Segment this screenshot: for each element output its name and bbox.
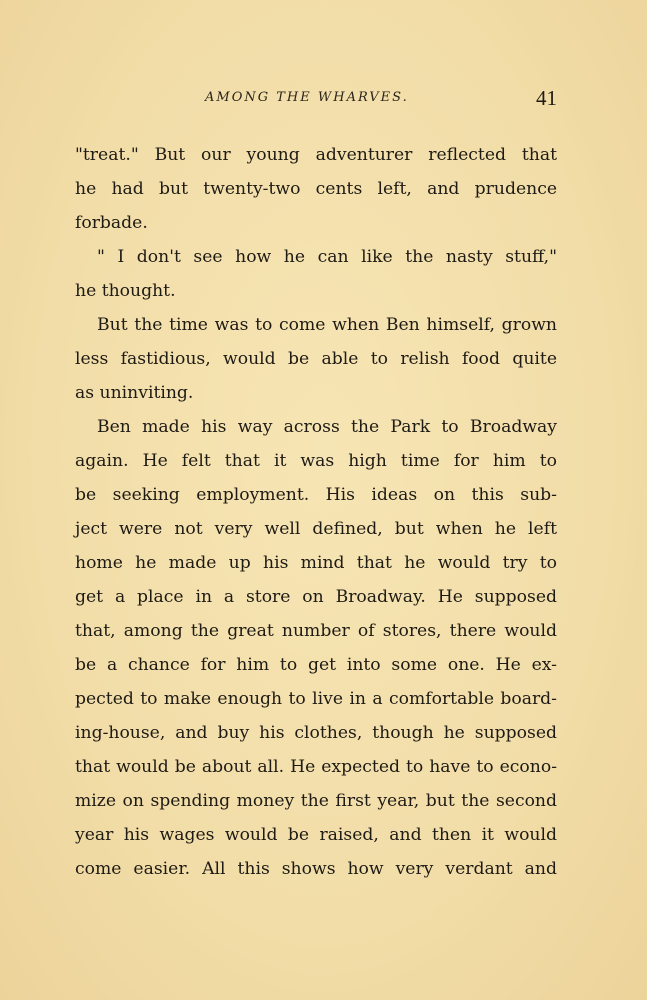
running-title: AMONG THE WHARVES. bbox=[205, 90, 409, 105]
text-line: that, among the great number of stores, there would bbox=[75, 621, 557, 641]
running-head bbox=[0, 88, 647, 112]
text-line: forbade. bbox=[75, 213, 148, 233]
text-line: But the time was to come when Ben himself, grown bbox=[97, 315, 557, 335]
body-text bbox=[75, 138, 557, 886]
text-line: he had but twenty-two cents left, and prudence bbox=[75, 179, 557, 199]
text-line: come easier. All this shows how very verdant and bbox=[75, 859, 557, 879]
page-number: 41 bbox=[536, 86, 557, 110]
text-line: mize on spending money the first year, but the second bbox=[75, 791, 557, 811]
text-line: be a chance for him to get into some one. He ex- bbox=[75, 655, 557, 675]
text-line: ject were not very well defined, but when he left bbox=[75, 519, 557, 539]
text-line: year his wages would be raised, and then it would bbox=[75, 825, 557, 845]
text-line: be seeking employment. His ideas on this sub- bbox=[75, 485, 557, 505]
text-line: that would be about all. He expected to have to econo- bbox=[75, 757, 557, 777]
text-line: pected to make enough to live in a comfortable board- bbox=[75, 689, 557, 709]
text-line: less fastidious, would be able to relish food quite bbox=[75, 349, 557, 369]
text-line: again. He felt that it was high time for him to bbox=[75, 451, 557, 471]
text-line: "treat." But our young adventurer reflected that bbox=[75, 145, 557, 165]
text-line: he thought. bbox=[75, 281, 176, 301]
text-line: Ben made his way across the Park to Broadway bbox=[97, 417, 557, 437]
text-line: ing-house, and buy his clothes, though he supposed bbox=[75, 723, 557, 743]
text-line: as uninviting. bbox=[75, 383, 194, 403]
text-line: home he made up his mind that he would try to bbox=[75, 553, 557, 573]
text-line: get a place in a store on Broadway. He supposed bbox=[75, 587, 557, 607]
text-line: " I don't see how he can like the nasty stuff," bbox=[97, 247, 557, 267]
